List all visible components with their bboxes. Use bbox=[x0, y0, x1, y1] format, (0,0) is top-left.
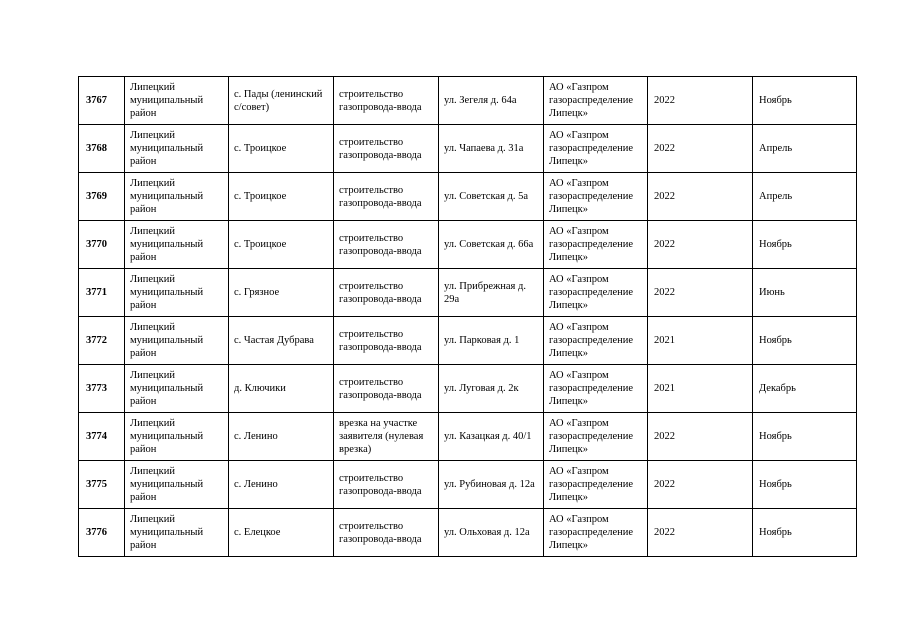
table-body bbox=[79, 77, 857, 557]
district-cell: Липецкий муниципальный район bbox=[125, 509, 229, 557]
row-number: 3775 bbox=[79, 461, 125, 509]
locality-cell: с. Частая Дубрава bbox=[229, 317, 334, 365]
locality-cell: с. Троицкое bbox=[229, 221, 334, 269]
table-row bbox=[79, 317, 857, 365]
address-cell: ул. Луговая д. 2к bbox=[439, 365, 544, 413]
row-number: 3768 bbox=[79, 125, 125, 173]
address-cell: ул. Ольховая д. 12а bbox=[439, 509, 544, 557]
row-number: 3774 bbox=[79, 413, 125, 461]
work-type-cell: строительство газопровода-ввода bbox=[334, 365, 439, 413]
district-cell: Липецкий муниципальный район bbox=[125, 365, 229, 413]
work-type-cell: строительство газопровода-ввода bbox=[334, 317, 439, 365]
work-type-cell: строительство газопровода-ввода bbox=[334, 461, 439, 509]
organization-cell: АО «Газпром газораспределение Липецк» bbox=[544, 461, 648, 509]
work-type-cell: строительство газопровода-ввода bbox=[334, 77, 439, 125]
locality-cell: с. Троицкое bbox=[229, 125, 334, 173]
month-cell: Ноябрь bbox=[753, 461, 857, 509]
table-row bbox=[79, 461, 857, 509]
table-row bbox=[79, 413, 857, 461]
year-cell: 2022 bbox=[648, 77, 753, 125]
table-row bbox=[79, 173, 857, 221]
month-cell: Апрель bbox=[753, 173, 857, 221]
year-cell: 2022 bbox=[648, 509, 753, 557]
organization-cell: АО «Газпром газораспределение Липецк» bbox=[544, 221, 648, 269]
table-row bbox=[79, 269, 857, 317]
locality-cell: д. Ключики bbox=[229, 365, 334, 413]
organization-cell: АО «Газпром газораспределение Липецк» bbox=[544, 365, 648, 413]
row-number: 3773 bbox=[79, 365, 125, 413]
gas-connection-table bbox=[78, 76, 857, 557]
organization-cell: АО «Газпром газораспределение Липецк» bbox=[544, 173, 648, 221]
district-cell: Липецкий муниципальный район bbox=[125, 317, 229, 365]
row-number: 3770 bbox=[79, 221, 125, 269]
month-cell: Ноябрь bbox=[753, 413, 857, 461]
locality-cell: с. Троицкое bbox=[229, 173, 334, 221]
district-cell: Липецкий муниципальный район bbox=[125, 461, 229, 509]
district-cell: Липецкий муниципальный район bbox=[125, 173, 229, 221]
table-row bbox=[79, 221, 857, 269]
address-cell: ул. Рубиновая д. 12а bbox=[439, 461, 544, 509]
table-row bbox=[79, 365, 857, 413]
address-cell: ул. Чапаева д. 31а bbox=[439, 125, 544, 173]
year-cell: 2022 bbox=[648, 221, 753, 269]
month-cell: Ноябрь bbox=[753, 77, 857, 125]
year-cell: 2022 bbox=[648, 173, 753, 221]
district-cell: Липецкий муниципальный район bbox=[125, 413, 229, 461]
table-row bbox=[79, 77, 857, 125]
locality-cell: с. Грязное bbox=[229, 269, 334, 317]
organization-cell: АО «Газпром газораспределение Липецк» bbox=[544, 413, 648, 461]
address-cell: ул. Прибрежная д. 29а bbox=[439, 269, 544, 317]
organization-cell: АО «Газпром газораспределение Липецк» bbox=[544, 269, 648, 317]
address-cell: ул. Советская д. 66а bbox=[439, 221, 544, 269]
month-cell: Ноябрь bbox=[753, 509, 857, 557]
row-number: 3771 bbox=[79, 269, 125, 317]
month-cell: Декабрь bbox=[753, 365, 857, 413]
organization-cell: АО «Газпром газораспределение Липецк» bbox=[544, 77, 648, 125]
year-cell: 2022 bbox=[648, 125, 753, 173]
year-cell: 2021 bbox=[648, 365, 753, 413]
locality-cell: с. Ленино bbox=[229, 461, 334, 509]
work-type-cell: строительство газопровода-ввода bbox=[334, 509, 439, 557]
address-cell: ул. Советская д. 5а bbox=[439, 173, 544, 221]
district-cell: Липецкий муниципальный район bbox=[125, 269, 229, 317]
work-type-cell: строительство газопровода-ввода bbox=[334, 173, 439, 221]
table-row bbox=[79, 125, 857, 173]
table-row bbox=[79, 509, 857, 557]
row-number: 3767 bbox=[79, 77, 125, 125]
work-type-cell: строительство газопровода-ввода bbox=[334, 221, 439, 269]
district-cell: Липецкий муниципальный район bbox=[125, 125, 229, 173]
year-cell: 2022 bbox=[648, 269, 753, 317]
work-type-cell: строительство газопровода-ввода bbox=[334, 125, 439, 173]
month-cell: Ноябрь bbox=[753, 221, 857, 269]
locality-cell: с. Пады (ленинский с/совет) bbox=[229, 77, 334, 125]
district-cell: Липецкий муниципальный район bbox=[125, 221, 229, 269]
address-cell: ул. Зегеля д. 64а bbox=[439, 77, 544, 125]
work-type-cell: врезка на участке заявителя (нулевая врезка) bbox=[334, 413, 439, 461]
organization-cell: АО «Газпром газораспределение Липецк» bbox=[544, 125, 648, 173]
address-cell: ул. Казацкая д. 40/1 bbox=[439, 413, 544, 461]
month-cell: Июнь bbox=[753, 269, 857, 317]
row-number: 3776 bbox=[79, 509, 125, 557]
district-cell: Липецкий муниципальный район bbox=[125, 77, 229, 125]
month-cell: Ноябрь bbox=[753, 317, 857, 365]
year-cell: 2022 bbox=[648, 413, 753, 461]
year-cell: 2022 bbox=[648, 461, 753, 509]
row-number: 3769 bbox=[79, 173, 125, 221]
month-cell: Апрель bbox=[753, 125, 857, 173]
locality-cell: с. Ленино bbox=[229, 413, 334, 461]
organization-cell: АО «Газпром газораспределение Липецк» bbox=[544, 509, 648, 557]
organization-cell: АО «Газпром газораспределение Липецк» bbox=[544, 317, 648, 365]
address-cell: ул. Парковая д. 1 bbox=[439, 317, 544, 365]
locality-cell: с. Елецкое bbox=[229, 509, 334, 557]
year-cell: 2021 bbox=[648, 317, 753, 365]
work-type-cell: строительство газопровода-ввода bbox=[334, 269, 439, 317]
row-number: 3772 bbox=[79, 317, 125, 365]
